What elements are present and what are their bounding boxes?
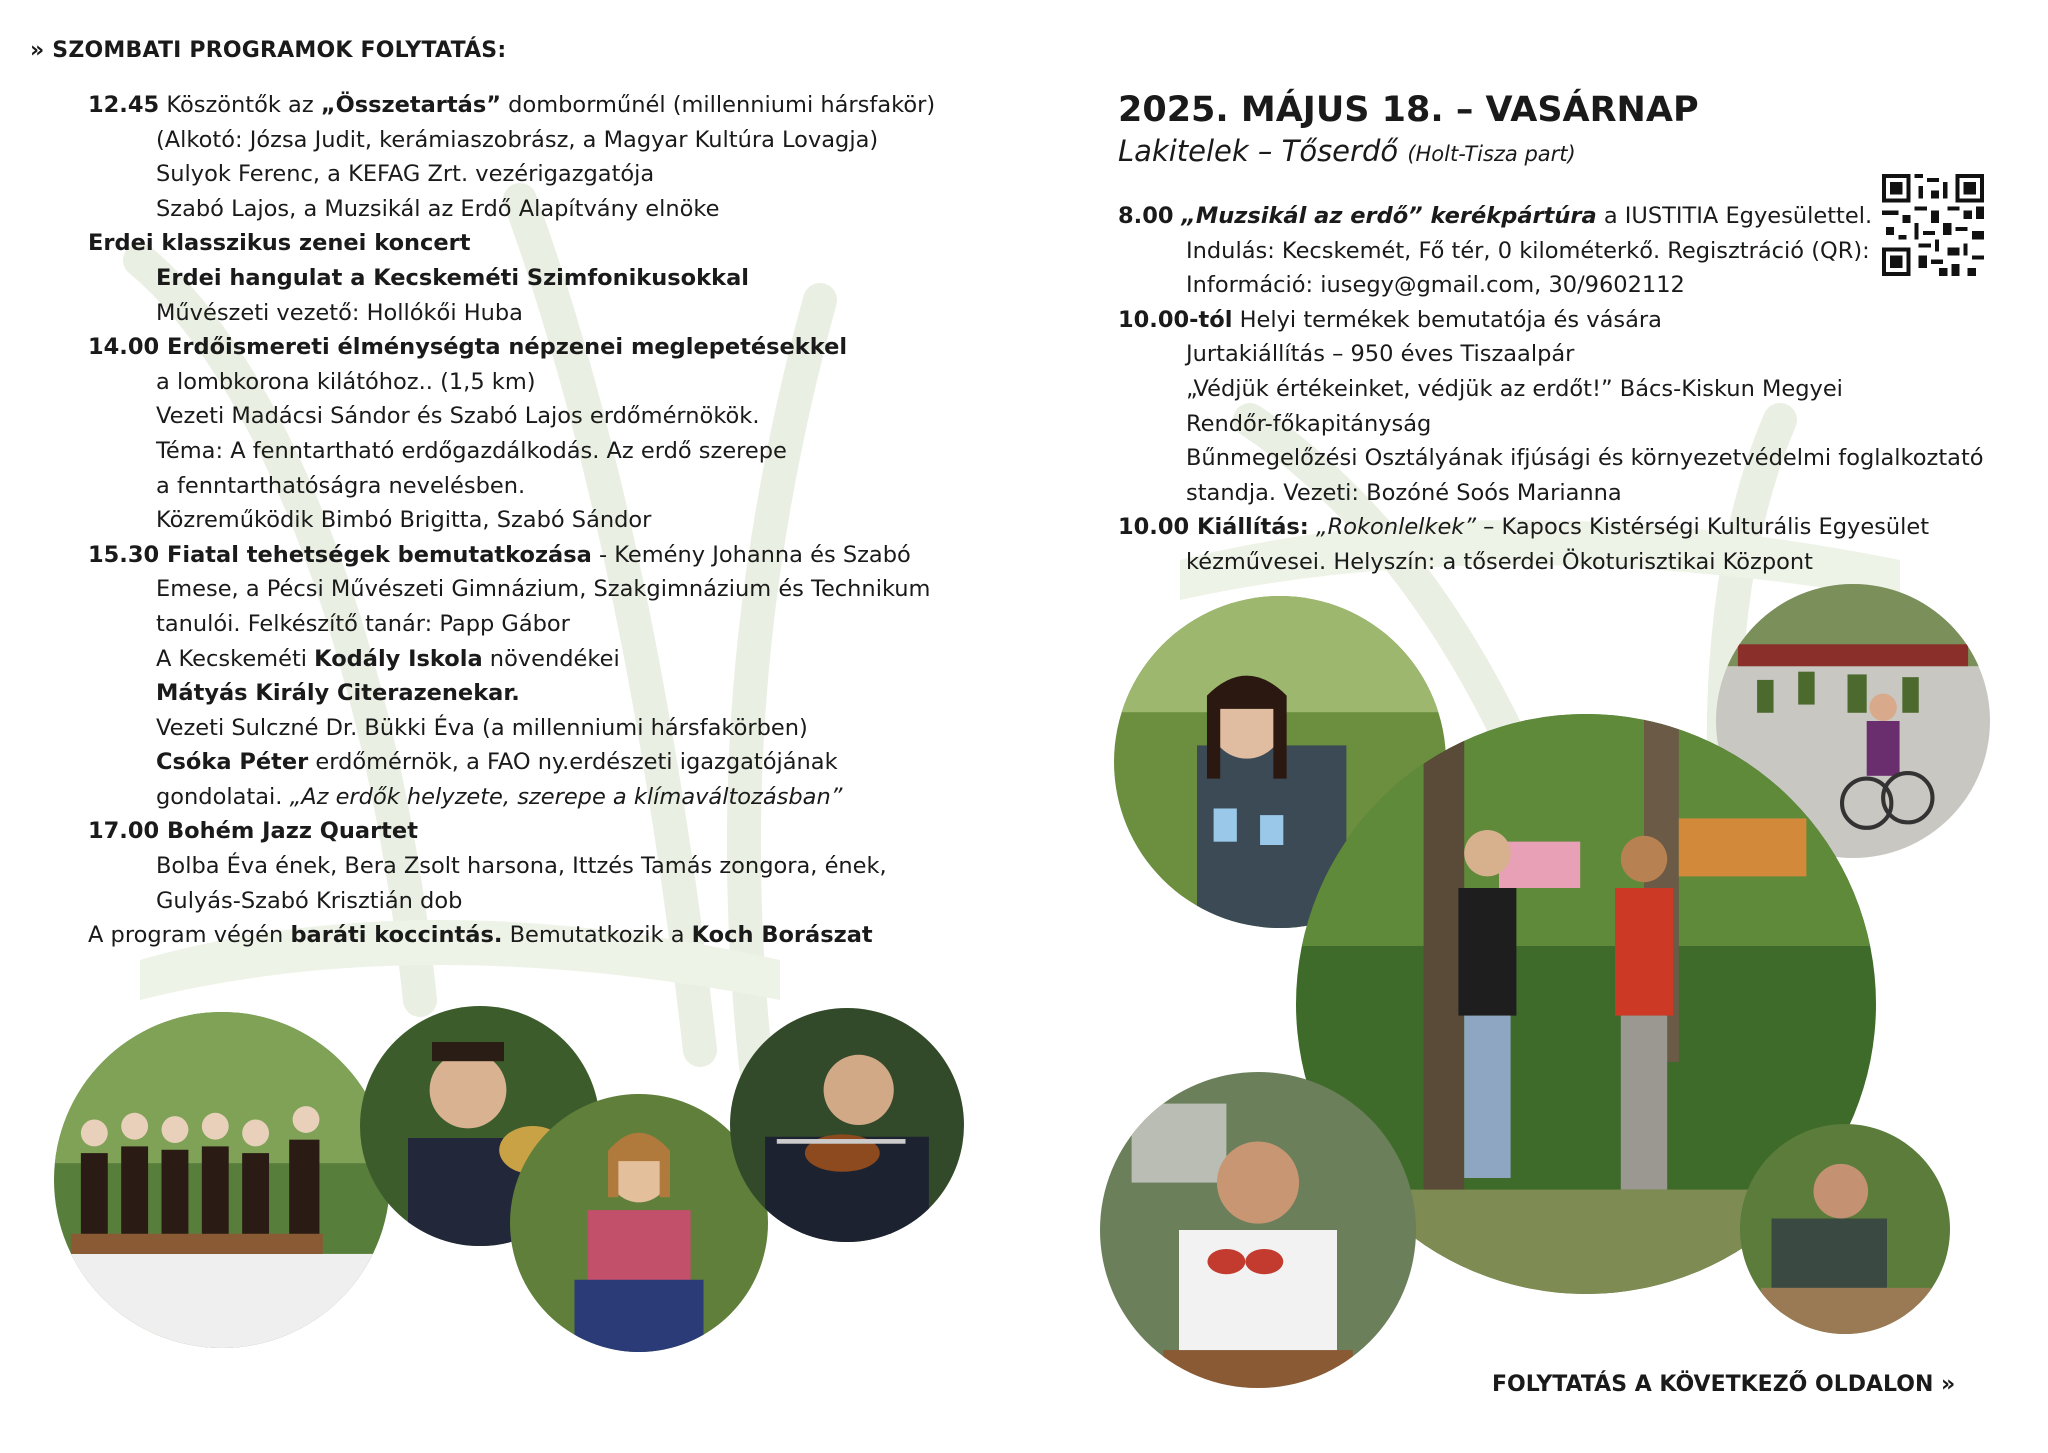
program-line: standja. Vezeti: Bozóné Soós Marianna: [1186, 479, 1622, 506]
program-line: Erdei klasszikus zenei koncert: [88, 230, 471, 257]
double-chevron-icon: »: [1941, 1372, 1956, 1397]
program-line: (Alkotó: Józsa Judit, kerámiaszobrász, a Magyar Kultúra Lovagja): [156, 126, 879, 153]
program-line: Információ: iusegy@gmail.com, 30/9602112: [1186, 272, 1685, 299]
program-line: A program végén baráti koccintás. Bemutatkozik a Koch Borászat: [88, 922, 873, 949]
program-line: Gulyás-Szabó Krisztián dob: [156, 887, 463, 914]
photo-citera-band: [54, 1012, 390, 1348]
program-line: 10.00 Kiállítás: „Rokonlelkek” – Kapocs Kistérségi Kulturális Egyesület: [1118, 514, 1930, 541]
program-line: tanulói. Felkészítő tanár: Papp Gábor: [156, 610, 570, 637]
sunday-program: [1118, 88, 2018, 580]
program-line: a lombkorona kilátóhoz.. (1,5 km): [156, 368, 536, 395]
photo-violinist: [730, 1008, 964, 1242]
program-line: 12.45 Köszöntők az „Összetartás” domborműnél (millenniumi hársfakör): [88, 92, 936, 118]
qr-code[interactable]: [1882, 174, 1984, 276]
section-title: SZOMBATI PROGRAMOK FOLYTATÁS:: [52, 38, 507, 63]
program-line: kézművesei. Helyszín: a tőserdei Ökoturisztikai Központ: [1186, 548, 1813, 575]
program-line: Mátyás Király Citerazenekar.: [156, 680, 520, 707]
program-line: Csóka Péter erdőmérnök, a FAO ny.erdészeti igazgatójának: [156, 749, 838, 776]
program-line: Bolba Éva ének, Bera Zsolt harsona, Ittzés Tamás zongora, ének,: [156, 853, 887, 880]
program-line: Művészeti vezető: Hollókői Huba: [156, 299, 523, 326]
program-line: A Kecskeméti Kodály Iskola növendékei: [156, 645, 620, 672]
program-line: Erdei hangulat a Kecskeméti Szimfonikusokkal: [156, 264, 749, 291]
program-line: 17.00 Bohém Jazz Quartet: [88, 818, 418, 845]
program-line: 10.00-tól Helyi termékek bemutatója és vására: [1118, 306, 1662, 333]
program-line: 8.00 „Muzsikál az erdő” kerékpártúra a IUSTITIA Egyesülettel.: [1118, 203, 1873, 229]
program-line: a fenntarthatóságra nevelésben.: [156, 472, 526, 499]
program-line: Sulyok Ferenc, a KEFAG Zrt. vezérigazgatója: [156, 161, 655, 188]
program-line: Emese, a Pécsi Művészeti Gimnázium, Szakgimnázium és Technikum: [156, 576, 931, 603]
footer-text: FOLYTATÁS A KÖVETKEZŐ OLDALON: [1492, 1372, 1934, 1397]
program-line: Rendőr-főkapitányság: [1186, 410, 1432, 437]
sunday-location: Lakitelek – Tőserdő (Holt-Tisza part): [1118, 134, 1576, 168]
program-line: Téma: A fenntartható erdőgazdálkodás. Az erdő szerepe: [156, 437, 787, 464]
section-header: [30, 38, 506, 63]
photo-craftsman: [1740, 1124, 1950, 1334]
saturday-program: [88, 88, 948, 953]
next-page-link[interactable]: [1492, 1372, 1955, 1397]
program-line: „Védjük értékeinket, védjük az erdőt!” Bács-Kiskun Megyei: [1186, 375, 1843, 402]
program-line: Közreműködik Bimbó Brigitta, Szabó Sándor: [156, 507, 652, 534]
program-line: Jurtakiállítás – 950 éves Tiszaalpár: [1186, 341, 1575, 368]
program-line: Vezeti Sulczné Dr. Bükki Éva (a millenniumi hársfakörben): [156, 714, 808, 741]
program-line: Szabó Lajos, a Muzsikál az Erdő Alapítvány elnöke: [156, 195, 720, 222]
program-line: Vezeti Madácsi Sándor és Szabó Lajos erdőmérnökök.: [156, 403, 760, 430]
program-line: Indulás: Kecskemét, Fő tér, 0 kilométerkő. Regisztráció (QR):: [1186, 237, 1870, 264]
program-line: 15.30 Fiatal tehetségek bemutatkozása - Kemény Johanna és Szabó: [88, 541, 911, 568]
program-line: Bűnmegelőzési Osztályának ifjúsági és környezetvédelmi foglalkoztató: [1186, 445, 1984, 472]
program-line: gondolatai. „Az erdők helyzete, szerepe a klímaváltozásban”: [156, 783, 843, 810]
double-chevron-icon: »: [30, 38, 45, 63]
program-line: 14.00 Erdőismereti élménységta népzenei meglepetésekkel: [88, 334, 848, 361]
sunday-date-title: 2025. MÁJUS 18. – VASÁRNAP: [1118, 90, 1699, 130]
photo-mushroom-man: [1100, 1072, 1416, 1388]
